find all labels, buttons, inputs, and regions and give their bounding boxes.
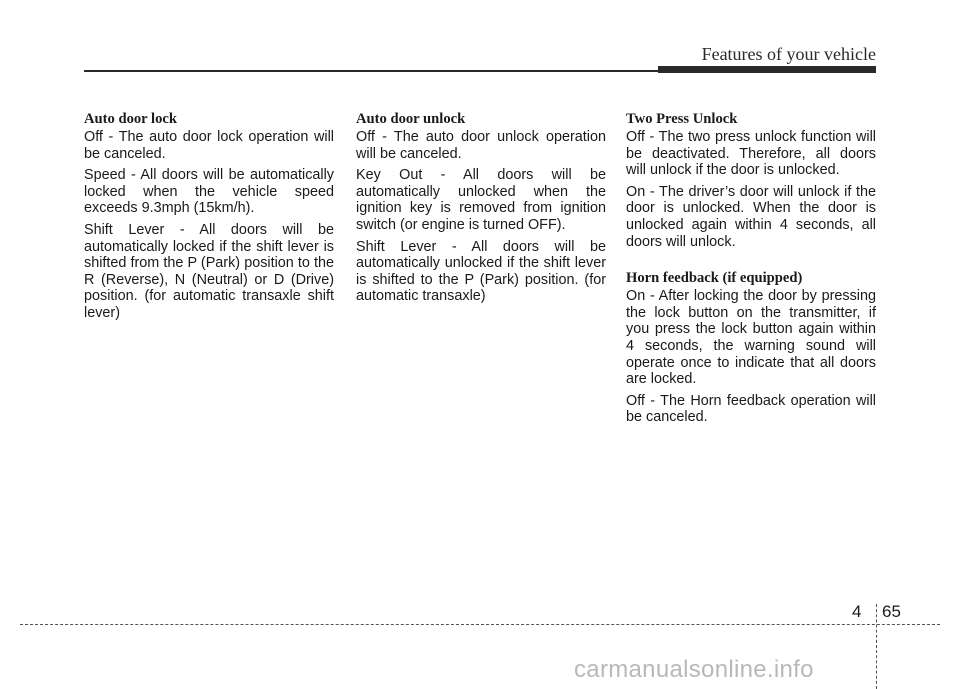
setting-entry: Off - The auto door lock operation will be canceled. xyxy=(84,129,334,162)
header-title: Features of your vehicle xyxy=(701,44,876,64)
setting-entry: Off - The auto door unlock operation will be canceled. xyxy=(356,129,606,162)
footer-rule xyxy=(20,624,940,625)
setting-entry: On - The driver’s door will unlock if the door is unlocked. When the door is unlocked again within 4 seconds, all doors will unlock. xyxy=(626,183,876,250)
section-heading: Auto door lock xyxy=(84,111,177,127)
setting-entry: Shift Lever - All doors will be automatically locked if the shift lever is shifted from the P (Park) position to the R (Reverse), N (Neutral) or D (Drive) position. (for automatic transaxle shift lever) xyxy=(84,221,334,321)
setting-entry: Speed - All doors will be automatically locked when the vehicle speed exceeds 9.3mph (15km/h). xyxy=(84,167,334,217)
setting-entry: Off - The two press unlock function will be deactivated. Therefore, all doors will unlock if the door is unlocked. xyxy=(626,129,876,179)
watermark: carmanualsonline.info xyxy=(574,656,814,683)
column-2 xyxy=(356,111,606,305)
section-heading: Two Press Unlock xyxy=(626,111,738,127)
column-3 xyxy=(626,111,876,426)
page-number: 65 xyxy=(882,602,901,621)
section-spacer xyxy=(626,250,876,270)
column-1 xyxy=(84,111,334,322)
footer-divider xyxy=(876,604,877,689)
setting-entry: Shift Lever - All doors will be automatically unlocked if the shift lever is shifted to the P (Park) position. (for automatic transaxle) xyxy=(356,238,606,305)
setting-entry: Off - The Horn feedback operation will be canceled. xyxy=(626,392,876,426)
chapter-number: 4 xyxy=(852,602,862,621)
setting-entry: Key Out - All doors will be automatically unlocked when the ignition key is removed from ignition switch (or engine is turned OFF). xyxy=(356,167,606,233)
header-rule-accent xyxy=(658,66,876,73)
section-heading: Horn feedback (if equipped) xyxy=(626,270,803,287)
setting-entry: On - After locking the door by pressing the lock button on the transmitter, if you press the lock button again within 4 seconds, the warning sound will operate once to indicate that all doors are locked. xyxy=(626,288,876,388)
section-heading: Auto door unlock xyxy=(356,111,466,127)
